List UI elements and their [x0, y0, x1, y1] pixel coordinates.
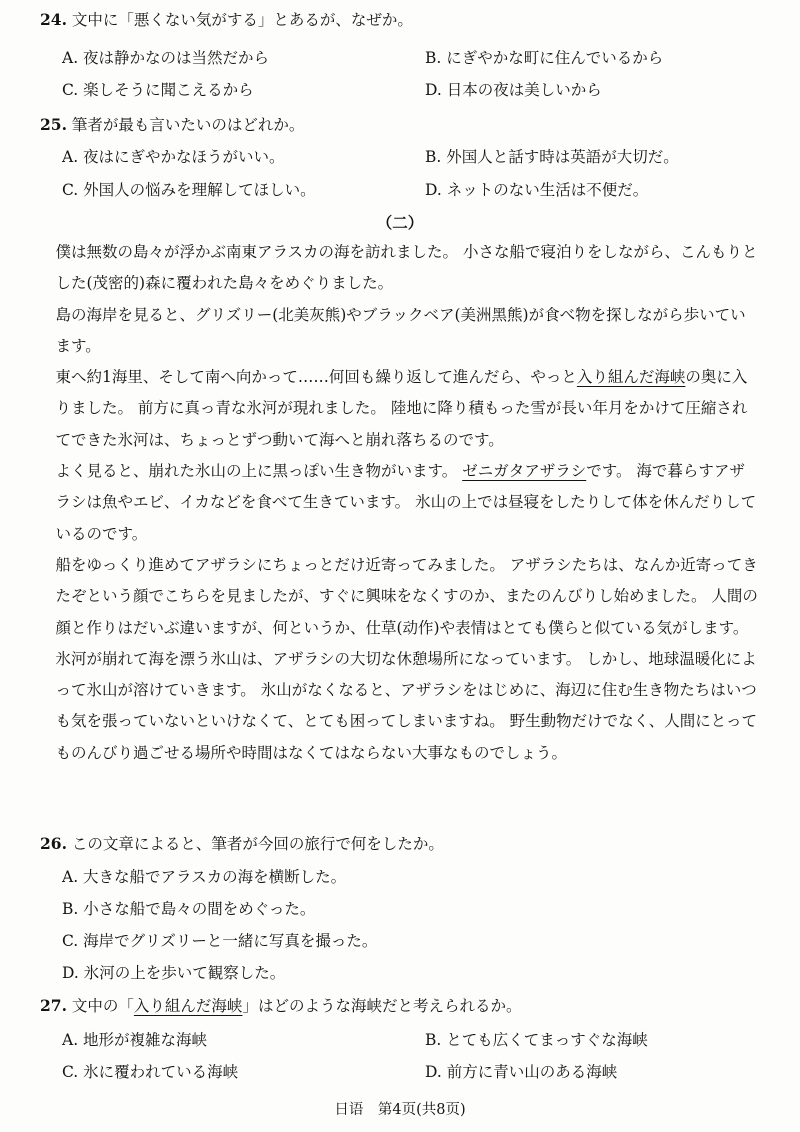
option-c: C. 海岸でグリズリーと一緒に写真を撮った。 [62, 932, 378, 950]
option-a: A. 夜は静かなのは当然だから [62, 49, 270, 67]
question-number: 27. [40, 996, 67, 1015]
question-number: 25. [40, 115, 67, 134]
question-number: 26. [40, 834, 67, 853]
question-stem: 」はどのような海峡だと考えられるか。 [242, 997, 522, 1015]
option-d: D. 前方に青い山のある海峡 [425, 1063, 618, 1081]
paragraph-3 [40, 362, 758, 456]
paragraph-text: の奥に入りました。 前方に真っ青な氷河が現れました。 陸地に降り積もった雪が長い年月をかけて圧縮されてできた氷河は、ちょっとずつ動いて海へと崩れ落ちるのです。 [55, 368, 748, 449]
paragraph-text: よく見ると、崩れた氷山の上に黒っぽい生き物がいます。 [55, 462, 463, 481]
option-d: D. 氷河の上を歩いて観察した。 [62, 964, 286, 982]
option-c: C. 氷に覆われている海峡 [62, 1063, 239, 1081]
option-d: D. ネットのない生活は不便だ。 [425, 181, 649, 199]
reading-passage [40, 237, 758, 769]
paragraph-5: 船をゆっくり進めてアザラシにちょっとだけ近寄ってみました。 アザラシたちは、なんか近寄ってきたぞという顔でこちらを見ましたが、すぐに興味をなくすのか、またのんびりし始めました。 人間の顔と作りはだいぶ違いますが、何というか、仕草(动作)や表情はとても僕らと似ている気がします。 [55, 555, 758, 637]
underlined-phrase: 入り組んだ海峡 [576, 368, 686, 387]
option-c: C. 楽しそうに聞こえるから [62, 81, 254, 99]
option-b: B. とても広くてまっすぐな海峡 [425, 1031, 648, 1049]
option-a: A. 夜はにぎやかなほうがいい。 [62, 148, 285, 166]
underlined-phrase: ゼニガタアザラシ [462, 462, 587, 481]
page-footer: 日语 第4页(共8页) [334, 1102, 466, 1118]
option-b: B. にぎやかな町に住んでいるから [425, 49, 664, 67]
paragraph-6: 氷河が崩れて海を漂う氷山は、アザラシの大切な休憩場所になっています。 しかし、地球温暖化によって氷山が溶けていきます。 氷山がなくなると、アザラシをはじめに、海辺に住む生き物たちはいつも気を張っていないといけなくて、とても困ってしまいますね。 野生動物だけでなく、人間にとってものんびり過ごせる場所や時間はなくてはならない大事なものでしょう。 [55, 649, 758, 762]
section-title: （二） [376, 213, 424, 232]
underlined-phrase: 入り組んだ海峡 [133, 997, 243, 1015]
paragraph-text: です。 海で暮らすアザラシは魚やエビ、イカなどを食べて生きています。 氷山の上では昼寝をしたりして体を休んだりしているのです。 [55, 462, 757, 543]
paragraph-4 [40, 456, 758, 550]
option-b: B. 小さな船で島々の間をめぐった。 [62, 900, 316, 918]
question-26 [40, 834, 444, 854]
option-c: C. 外国人の悩みを理解してほしい。 [62, 181, 316, 199]
question-25 [40, 115, 304, 135]
question-stem: 筆者が最も言いたいのはどれか。 [71, 116, 305, 134]
question-27 [40, 996, 521, 1016]
question-stem: 文中に「悪くない気がする」とあるが、なぜか。 [71, 11, 413, 29]
option-b: B. 外国人と話す時は英語が大切だ。 [425, 148, 679, 166]
question-stem: 文中の「 [71, 997, 134, 1015]
paragraph-text: 東へ約1海里、そして南へ向かって……何回も繰り返して進んだら、やっと [55, 368, 577, 387]
paragraph-2: 島の海岸を見ると、グリズリー(北美灰熊)やブラックベア(美洲黑熊)が食べ物を探しながら歩いています。 [55, 305, 746, 355]
option-d: D. 日本の夜は美しいから [425, 81, 602, 99]
question-24 [40, 10, 413, 30]
question-stem: この文章によると、筆者が今回の旅行で何をしたか。 [71, 835, 444, 853]
paragraph-1: 僕は無数の島々が浮かぶ南東アラスカの海を訪れました。 小さな船で寝泊りをしながら、こんもりとした(茂密的)森に覆われた島々をめぐりました。 [55, 243, 758, 293]
option-a: A. 大きな船でアラスカの海を横断した。 [62, 868, 347, 886]
question-number: 24. [40, 10, 67, 29]
option-a: A. 地形が複雑な海峡 [62, 1031, 208, 1049]
